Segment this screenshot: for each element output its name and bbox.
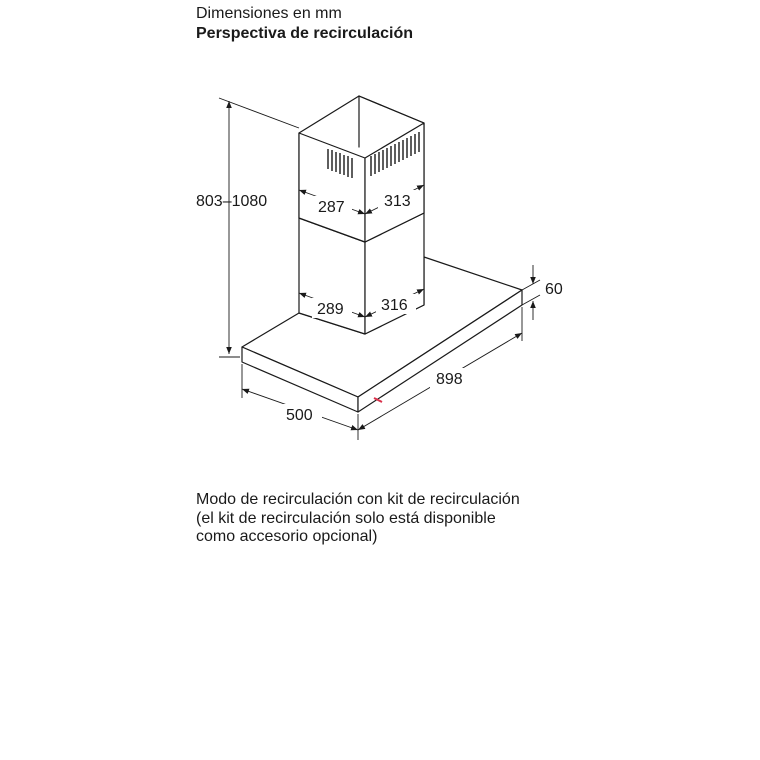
canopy-depth-label: 500 [286,407,313,424]
upper-chimney [299,96,424,242]
recirculation-note [196,491,520,547]
upper-chimney-left-label: 287 [318,199,345,216]
upper-chimney-right-label: 313 [384,193,411,210]
lower-chimney-right-label: 316 [381,297,408,314]
note-line-3: como accesorio opcional) [196,528,378,545]
lower-chimney-left-label: 289 [317,301,344,318]
canopy-thickness-label: 60 [545,281,563,298]
total-height-label: 803–1080 [196,193,268,210]
canopy-thickness-dimension-line [522,265,540,320]
canopy-width-label: 898 [436,371,463,388]
view-title: Perspectiva de recirculación [196,25,413,42]
note-line-2: (el kit de recirculación solo está disponible [196,509,496,527]
units-label: Dimensiones en mm [196,5,342,22]
height-dimension-line [219,98,299,357]
note-line-1: Modo de recirculación con kit de recirculación [196,491,520,508]
